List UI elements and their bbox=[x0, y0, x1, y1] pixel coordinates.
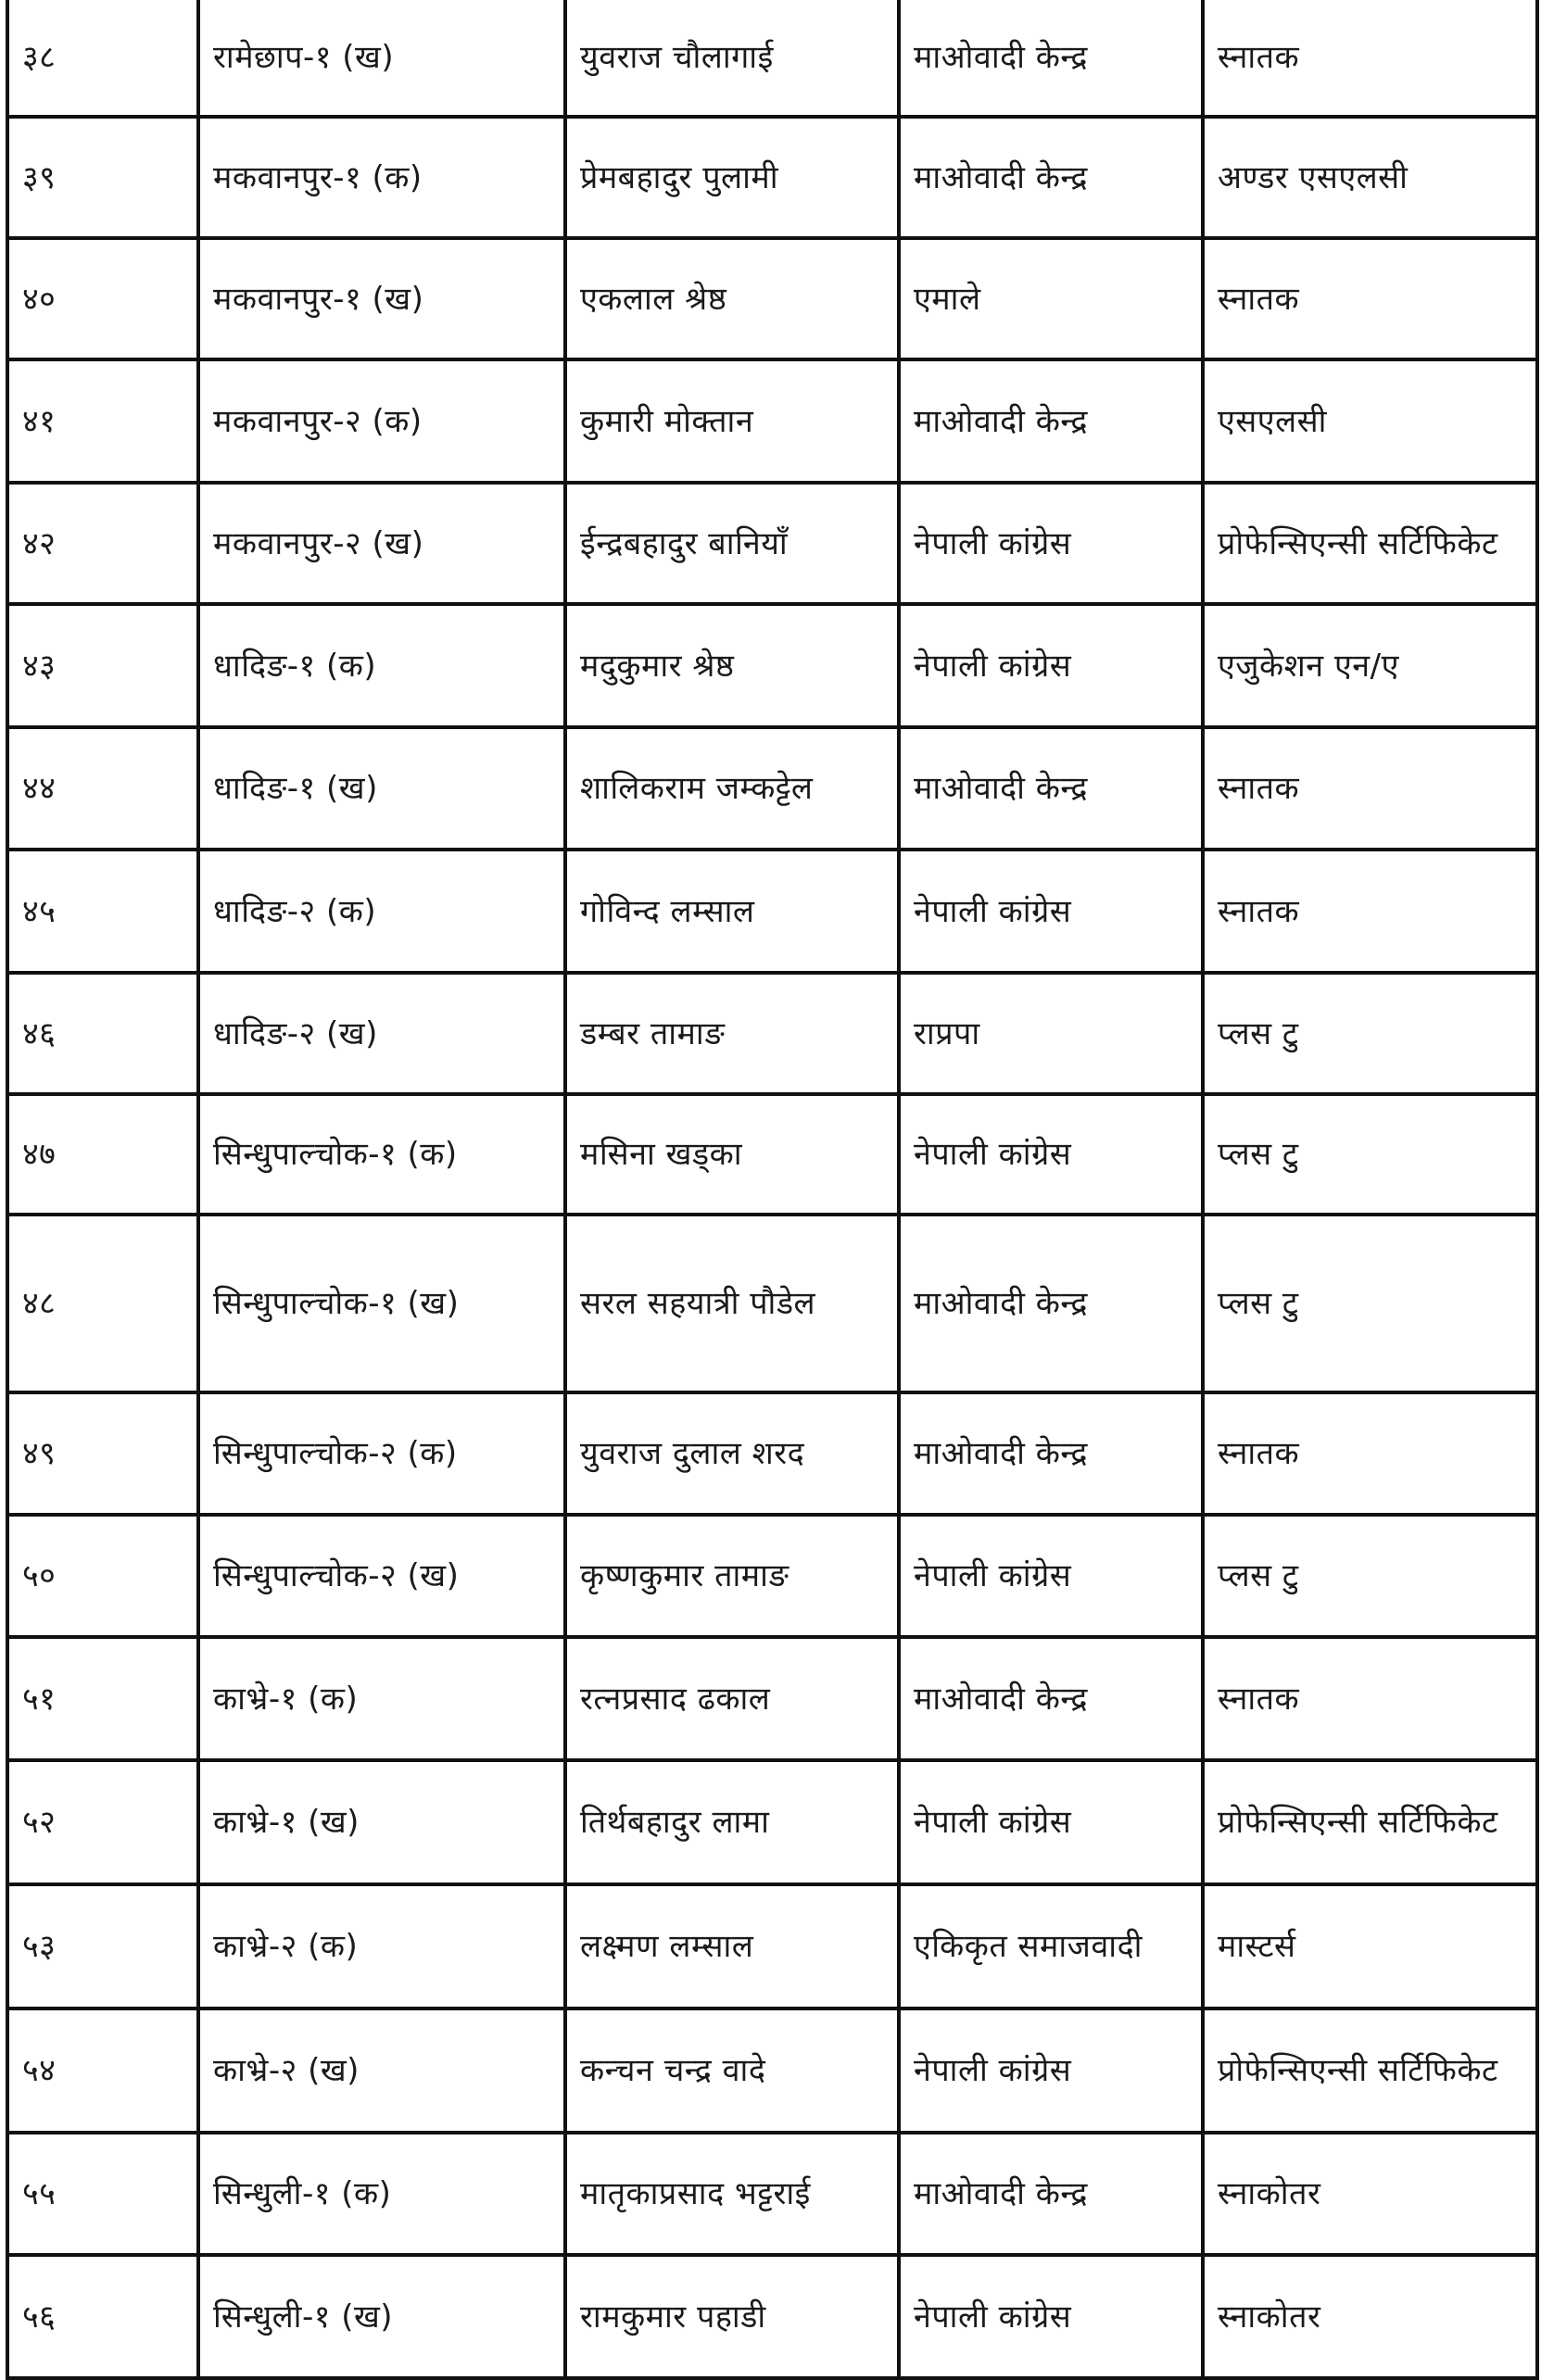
party: नेपाली कांग्रेस bbox=[899, 1094, 1203, 1215]
education: एजुकेशन एन/ए bbox=[1203, 604, 1537, 727]
table-row bbox=[7, 0, 1537, 117]
serial-number: ५३ bbox=[7, 1884, 198, 2009]
serial-number: ५० bbox=[7, 1515, 198, 1637]
table-row bbox=[7, 1760, 1537, 1884]
candidate-name: ईन्द्रबहादुर बानियाँ bbox=[565, 483, 899, 604]
serial-number: ४९ bbox=[7, 1392, 198, 1515]
table-row bbox=[7, 1215, 1537, 1392]
serial-number: ४७ bbox=[7, 1094, 198, 1215]
constituency: सिन्धुपाल्चोक-२ (ख) bbox=[198, 1515, 565, 1637]
party: एकिकृत समाजवादी bbox=[899, 1884, 1203, 2009]
party: माओवादी केन्द्र bbox=[899, 2133, 1203, 2255]
constituency: रामेछाप-१ (ख) bbox=[198, 0, 565, 117]
education: स्नातक bbox=[1203, 0, 1537, 117]
party: नेपाली कांग्रेस bbox=[899, 483, 1203, 604]
constituency: काभ्रे-२ (क) bbox=[198, 1884, 565, 2009]
candidate-name: कुमारी मोक्तान bbox=[565, 359, 899, 483]
candidate-name: मसिना खड्का bbox=[565, 1094, 899, 1215]
candidate-name: सरल सहयात्री पौडेल bbox=[565, 1215, 899, 1392]
education: स्नातक bbox=[1203, 727, 1537, 850]
serial-number: ४३ bbox=[7, 604, 198, 727]
party: नेपाली कांग्रेस bbox=[899, 850, 1203, 973]
education: प्रोफेन्सिएन्सी सर्टिफिकेट bbox=[1203, 1760, 1537, 1884]
education: स्नाकोतर bbox=[1203, 2133, 1537, 2255]
education: प्लस टु bbox=[1203, 973, 1537, 1094]
table-row bbox=[7, 1637, 1537, 1760]
education: प्लस टु bbox=[1203, 1515, 1537, 1637]
serial-number: ५१ bbox=[7, 1637, 198, 1760]
party: राप्रपा bbox=[899, 973, 1203, 1094]
constituency: सिन्धुपाल्चोक-१ (क) bbox=[198, 1094, 565, 1215]
serial-number: ५२ bbox=[7, 1760, 198, 1884]
serial-number: ४५ bbox=[7, 850, 198, 973]
education: स्नातक bbox=[1203, 238, 1537, 359]
constituency: मकवानपुर-२ (क) bbox=[198, 359, 565, 483]
serial-number: ४८ bbox=[7, 1215, 198, 1392]
candidate-name: मदुकुमार श्रेष्ठ bbox=[565, 604, 899, 727]
party: नेपाली कांग्रेस bbox=[899, 2009, 1203, 2133]
serial-number: ४० bbox=[7, 238, 198, 359]
education: स्नाकोतर bbox=[1203, 2255, 1537, 2378]
education: एसएलसी bbox=[1203, 359, 1537, 483]
table-row bbox=[7, 483, 1537, 604]
constituency: सिन्धुली-१ (क) bbox=[198, 2133, 565, 2255]
candidate-name: रामकुमार पहाडी bbox=[565, 2255, 899, 2378]
party: नेपाली कांग्रेस bbox=[899, 1760, 1203, 1884]
constituency: सिन्धुपाल्चोक-१ (ख) bbox=[198, 1215, 565, 1392]
table-row bbox=[7, 973, 1537, 1094]
candidate-name: कृष्णकुमार तामाङ bbox=[565, 1515, 899, 1637]
party: माओवादी केन्द्र bbox=[899, 727, 1203, 850]
table-row bbox=[7, 2255, 1537, 2378]
education: प्रोफेन्सिएन्सी सर्टिफिकेट bbox=[1203, 483, 1537, 604]
constituency: धादिङ-१ (ख) bbox=[198, 727, 565, 850]
party: नेपाली कांग्रेस bbox=[899, 2255, 1203, 2378]
constituency: सिन्धुली-१ (ख) bbox=[198, 2255, 565, 2378]
candidate-name: तिर्थबहादुर लामा bbox=[565, 1760, 899, 1884]
constituency: धादिङ-२ (ख) bbox=[198, 973, 565, 1094]
candidate-name: एकलाल श्रेष्ठ bbox=[565, 238, 899, 359]
serial-number: ३९ bbox=[7, 117, 198, 238]
education: प्लस टु bbox=[1203, 1215, 1537, 1392]
education: स्नातक bbox=[1203, 1392, 1537, 1515]
serial-number: ५४ bbox=[7, 2009, 198, 2133]
results-table bbox=[6, 0, 1539, 2380]
table-row bbox=[7, 117, 1537, 238]
table-row bbox=[7, 2009, 1537, 2133]
party: एमाले bbox=[899, 238, 1203, 359]
table-row bbox=[7, 1094, 1537, 1215]
candidate-name: युवराज चौलागाई bbox=[565, 0, 899, 117]
candidate-name: प्रेमबहादुर पुलामी bbox=[565, 117, 899, 238]
serial-number: ४४ bbox=[7, 727, 198, 850]
constituency: धादिङ-१ (क) bbox=[198, 604, 565, 727]
serial-number: ५६ bbox=[7, 2255, 198, 2378]
education: अण्डर एसएलसी bbox=[1203, 117, 1537, 238]
serial-number: ४२ bbox=[7, 483, 198, 604]
party: माओवादी केन्द्र bbox=[899, 359, 1203, 483]
education: स्नातक bbox=[1203, 1637, 1537, 1760]
party: माओवादी केन्द्र bbox=[899, 1215, 1203, 1392]
candidate-name: डम्बर तामाङ bbox=[565, 973, 899, 1094]
constituency: मकवानपुर-२ (ख) bbox=[198, 483, 565, 604]
table-row bbox=[7, 1515, 1537, 1637]
serial-number: ३८ bbox=[7, 0, 198, 117]
table-row bbox=[7, 2133, 1537, 2255]
constituency: धादिङ-२ (क) bbox=[198, 850, 565, 973]
constituency: काभ्रे-१ (ख) bbox=[198, 1760, 565, 1884]
candidate-name: कन्चन चन्द्र वादे bbox=[565, 2009, 899, 2133]
candidate-name: शालिकराम जम्कट्टेल bbox=[565, 727, 899, 850]
table-row bbox=[7, 1392, 1537, 1515]
candidate-name: गोविन्द लम्साल bbox=[565, 850, 899, 973]
constituency: काभ्रे-१ (क) bbox=[198, 1637, 565, 1760]
table-row bbox=[7, 604, 1537, 727]
party: माओवादी केन्द्र bbox=[899, 117, 1203, 238]
table-row bbox=[7, 1884, 1537, 2009]
table-row bbox=[7, 238, 1537, 359]
candidate-name: लक्ष्मण लम्साल bbox=[565, 1884, 899, 2009]
serial-number: ५५ bbox=[7, 2133, 198, 2255]
party: नेपाली कांग्रेस bbox=[899, 1515, 1203, 1637]
serial-number: ४१ bbox=[7, 359, 198, 483]
education: प्रोफेन्सिएन्सी सर्टिफिकेट bbox=[1203, 2009, 1537, 2133]
constituency: मकवानपुर-१ (क) bbox=[198, 117, 565, 238]
constituency: काभ्रे-२ (ख) bbox=[198, 2009, 565, 2133]
party: माओवादी केन्द्र bbox=[899, 0, 1203, 117]
constituency: मकवानपुर-१ (ख) bbox=[198, 238, 565, 359]
candidate-name: मातृकाप्रसाद भट्टराई bbox=[565, 2133, 899, 2255]
education: स्नातक bbox=[1203, 850, 1537, 973]
candidate-name: रत्नप्रसाद ढकाल bbox=[565, 1637, 899, 1760]
education: मास्टर्स bbox=[1203, 1884, 1537, 2009]
party: माओवादी केन्द्र bbox=[899, 1637, 1203, 1760]
table-row bbox=[7, 727, 1537, 850]
table-row bbox=[7, 359, 1537, 483]
table-row bbox=[7, 850, 1537, 973]
education: प्लस टु bbox=[1203, 1094, 1537, 1215]
party: नेपाली कांग्रेस bbox=[899, 604, 1203, 727]
party: माओवादी केन्द्र bbox=[899, 1392, 1203, 1515]
candidate-name: युवराज दुलाल शरद bbox=[565, 1392, 899, 1515]
constituency: सिन्धुपाल्चोक-२ (क) bbox=[198, 1392, 565, 1515]
serial-number: ४६ bbox=[7, 973, 198, 1094]
